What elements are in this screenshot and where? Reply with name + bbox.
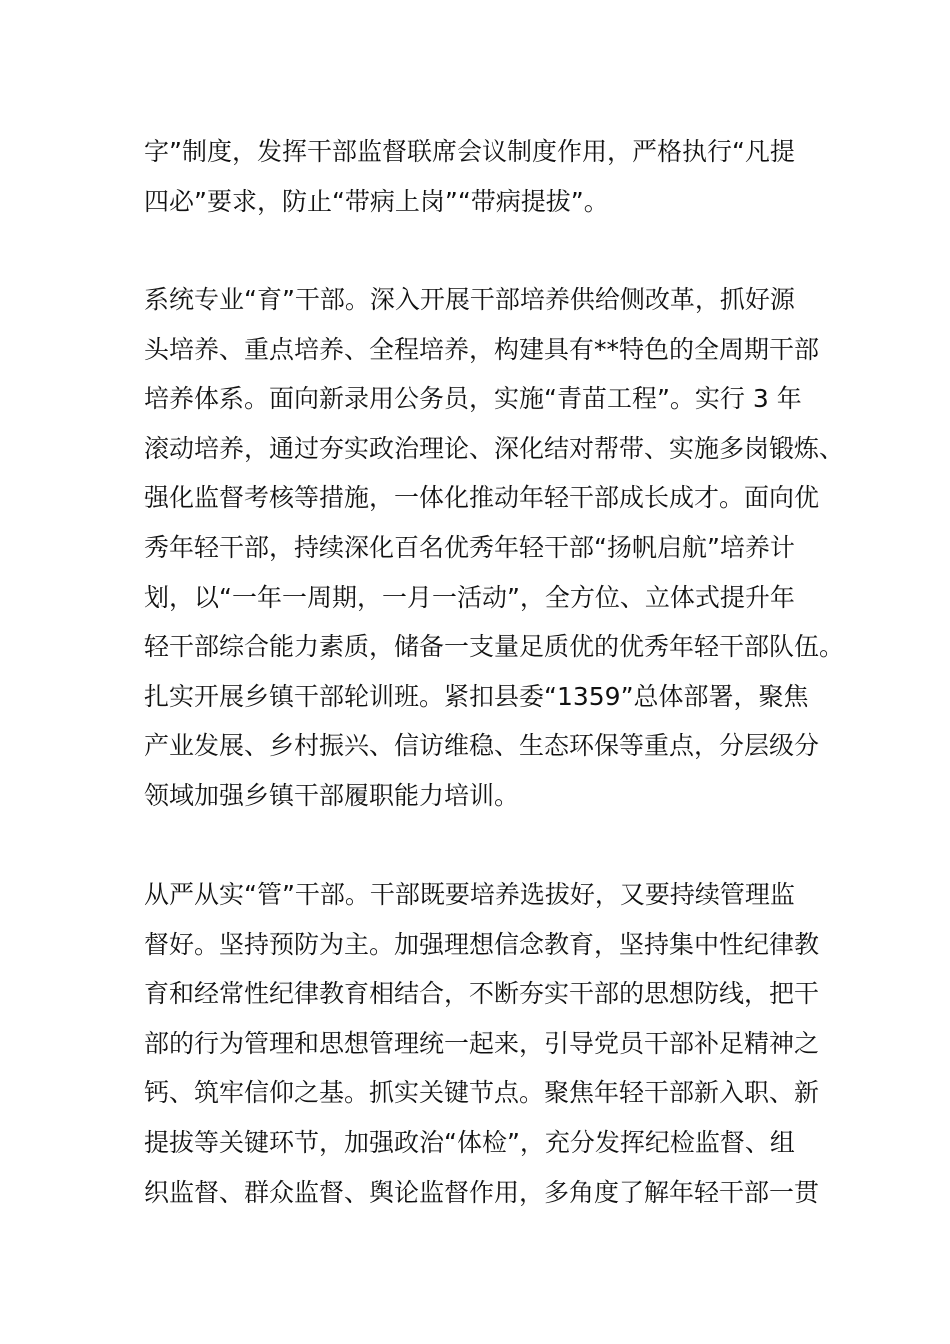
- text-line: 培养体系。面向新录用公务员，实施“青苗工程”。实行 3 年: [144, 384, 802, 414]
- paragraph-cadre-management: [144, 870, 824, 1217]
- text-line: 轻干部综合能力素质，储备一支量足质优的优秀年轻干部队伍。: [144, 632, 845, 662]
- text-line: 秀年轻干部，持续深化百名优秀年轻干部“扬帆启航”培养计: [144, 532, 795, 562]
- text-line: 滚动培养，通过夯实政治理论、深化结对帮带、实施多岗锻炼、: [144, 433, 845, 463]
- text-line: 划，以“一年一周期，一月一活动”，全方位、立体式提升年: [144, 582, 795, 612]
- text-line: 提拔等关键环节，加强政治“体检”，充分发挥纪检监督、组: [144, 1127, 795, 1157]
- text-line: 织监督、群众监督、舆论监督作用，多角度了解年轻干部一贯: [144, 1177, 820, 1207]
- paragraph-cadre-supervision-continued: [144, 127, 824, 226]
- text-line: 四必”要求，防止“带病上岗”“带病提拔”。: [144, 186, 609, 216]
- text-line: 强化监督考核等措施，一体化推动年轻干部成长成才。面向优: [144, 483, 820, 513]
- text-line: 扎实开展乡镇干部轮训班。紧扣县委“1359”总体部署，聚焦: [144, 681, 809, 711]
- text-line: 督好。坚持预防为主。加强理想信念教育，坚持集中性纪律教: [144, 929, 820, 959]
- text-line: 头培养、重点培养、全程培养，构建具有**特色的全周期干部: [144, 334, 820, 364]
- text-line: 字”制度，发挥干部监督联席会议制度作用，严格执行“凡提: [144, 137, 795, 166]
- text-line: 从严从实“管”干部。干部既要培养选拔好，又要持续管理监: [144, 880, 795, 909]
- text-line: 育和经常性纪律教育相结合，不断夯实干部的思想防线，把干: [144, 979, 820, 1009]
- paragraph-cadre-training: [144, 275, 845, 821]
- text-line: 系统专业“育”干部。深入开展干部培养供给侧改革，抓好源: [144, 285, 795, 314]
- text-line: 钙、筑牢信仰之基。抓实关键节点。聚焦年轻干部新入职、新: [144, 1078, 820, 1108]
- text-line: 领域加强乡镇干部履职能力培训。: [144, 780, 520, 810]
- text-line: 产业发展、乡村振兴、信访维稳、生态环保等重点，分层级分: [144, 731, 820, 761]
- text-line: 部的行为管理和思想管理统一起来，引导党员干部补足精神之: [144, 1028, 820, 1058]
